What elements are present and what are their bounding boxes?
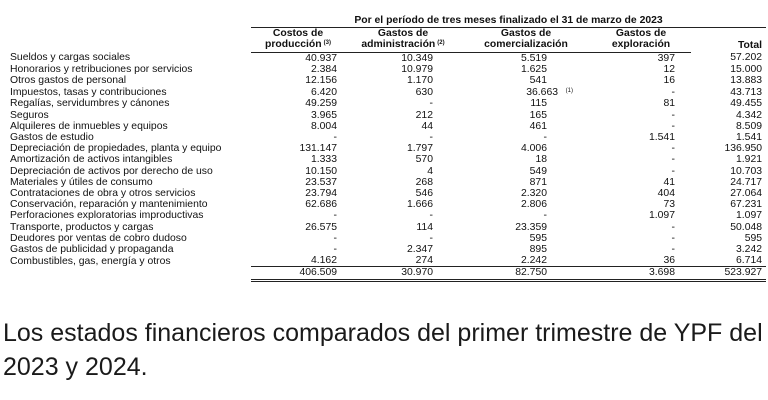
cell-value — [351, 166, 461, 177]
cell-value-text: 1.541 — [648, 132, 675, 144]
cell-value — [691, 210, 766, 221]
row-label: Honorarios y retribuciones por servicios — [10, 63, 193, 75]
expenses-table-container — [8, 15, 766, 282]
table-row — [8, 199, 766, 210]
table-row — [8, 210, 766, 221]
table-row — [8, 244, 766, 255]
cell-value-text: - — [543, 132, 547, 144]
cell-value-text: 1.921 — [736, 154, 763, 166]
table-row — [8, 177, 766, 188]
cell-value-text: 41 — [663, 176, 675, 188]
cell-value-text: 461 — [529, 120, 547, 132]
cell-value-text: - — [429, 132, 433, 144]
cell-value-text: 1.097 — [736, 210, 763, 222]
cell-value — [591, 121, 691, 132]
cell-value — [691, 75, 766, 86]
row-label: Transporte, productos y cargas — [10, 221, 154, 233]
cell-value-text: 24.717 — [730, 176, 763, 188]
cell-value-text: 10.703 — [730, 165, 763, 177]
cell-value-text: 4 — [427, 165, 433, 177]
cell-value — [251, 64, 351, 75]
cell-value — [251, 222, 351, 233]
cell-value-text: 5.519 — [520, 52, 547, 64]
cell-value-text: 12 — [663, 63, 675, 75]
cell-value-text: 3.965 — [310, 109, 337, 121]
cell-value — [251, 166, 351, 177]
cell-value-text: 6.420 — [310, 86, 337, 98]
total-value: 406.509 — [251, 267, 351, 280]
cell-value — [351, 199, 461, 210]
cell-value — [691, 255, 766, 267]
table-row — [8, 121, 766, 132]
cell-value — [691, 121, 766, 132]
cell-footnote: (1) — [565, 88, 573, 95]
cell-value-text: - — [429, 98, 433, 110]
cell-value — [691, 52, 766, 64]
cell-value-text: - — [429, 210, 433, 222]
cell-value-text: 570 — [415, 154, 433, 166]
cell-value — [351, 86, 461, 98]
cell-value — [461, 132, 591, 143]
cell-value-text: 57.202 — [730, 52, 763, 64]
row-label: Otros gastos de personal — [10, 75, 127, 87]
cell-value — [251, 154, 351, 165]
column-header-line2: administración — [361, 39, 436, 51]
cell-value-text: - — [671, 232, 675, 244]
cell-value-text: 73 — [663, 199, 675, 211]
cell-value — [591, 86, 691, 98]
cell-value — [461, 188, 591, 199]
cell-value-text: - — [333, 232, 337, 244]
cell-value — [461, 110, 591, 121]
column-header-line1: Gastos de — [500, 28, 552, 40]
cell-value-text: 4.006 — [520, 143, 547, 155]
cell-value-text: 23.794 — [305, 188, 337, 200]
cell-value-text: 131.147 — [299, 143, 337, 155]
cell-value-text: 1.170 — [406, 75, 433, 87]
table-row — [8, 188, 766, 199]
cell-value-text: - — [671, 143, 675, 155]
cell-value-text: 81 — [663, 98, 675, 110]
cell-value — [691, 154, 766, 165]
cell-value-text: 895 — [529, 244, 547, 256]
cell-value-text: - — [333, 132, 337, 144]
cell-value-text: 165 — [529, 109, 547, 121]
cell-value — [691, 177, 766, 188]
cell-value-text: - — [671, 120, 675, 132]
cell-value-text: 4.342 — [736, 109, 763, 121]
cell-value-text: 44 — [421, 120, 433, 132]
totals-row — [8, 267, 766, 280]
cell-value-text: 2.320 — [520, 188, 547, 200]
cell-value-text: 404 — [657, 188, 675, 200]
column-header-2 — [351, 28, 461, 52]
cell-value — [691, 143, 766, 154]
cell-value — [351, 177, 461, 188]
row-label: Gastos de estudio — [10, 132, 94, 144]
cell-value-text: - — [543, 210, 547, 222]
row-label: Conservación, reparación y mantenimiento — [10, 199, 208, 211]
cell-value-text: 2.384 — [310, 63, 337, 75]
cell-value — [691, 188, 766, 199]
cell-value-text: 2.806 — [520, 199, 547, 211]
cell-value-text: 115 — [530, 98, 547, 110]
cell-value-text: 13.883 — [730, 75, 763, 87]
cell-value — [591, 52, 691, 64]
cell-value — [691, 98, 766, 109]
row-label: Alquileres de inmuebles y equipos — [10, 120, 168, 132]
cell-value-text: 40.937 — [305, 52, 337, 64]
column-header-5 — [691, 28, 766, 52]
column-header-4 — [591, 28, 691, 52]
cell-value — [461, 86, 591, 98]
table-row — [8, 86, 766, 98]
cell-value — [691, 222, 766, 233]
cell-value — [251, 210, 351, 221]
cell-value — [591, 110, 691, 121]
cell-value-text: 4.162 — [310, 255, 337, 267]
cell-value — [691, 233, 766, 244]
cell-value — [251, 177, 351, 188]
cell-value-text: - — [671, 154, 675, 166]
cell-value — [251, 233, 351, 244]
cell-value — [591, 64, 691, 75]
column-header-line2: exploración — [611, 39, 671, 51]
cell-value — [691, 199, 766, 210]
cell-value — [251, 188, 351, 199]
cell-value-text: 62.686 — [305, 199, 337, 211]
cell-value — [591, 166, 691, 177]
cell-value — [591, 154, 691, 165]
cell-value — [591, 210, 691, 221]
row-label: Regalías, servidumbres y cánones — [10, 98, 170, 110]
cell-value — [591, 188, 691, 199]
cell-value-text: - — [671, 109, 675, 121]
column-header-line1: Gastos de — [377, 28, 429, 40]
table-body — [8, 52, 766, 280]
row-label: Sueldos y cargas sociales — [10, 52, 131, 64]
row-label: Deudores por ventas de cobro dudoso — [10, 232, 187, 244]
cell-value-text: 36 — [663, 255, 675, 267]
table-row — [8, 110, 766, 121]
cell-value — [351, 244, 461, 255]
column-header-line1: Costos de — [272, 28, 324, 40]
cell-value — [461, 52, 591, 64]
row-label: Combustibles, gas, energía y otros — [10, 255, 171, 267]
cell-value-text: 274 — [415, 255, 433, 267]
cell-value-text: 1.666 — [406, 199, 433, 211]
cell-value — [461, 98, 591, 109]
cell-value-text: 114 — [416, 221, 433, 233]
cell-value-text: 397 — [657, 52, 675, 64]
table-row — [8, 98, 766, 109]
cell-value — [591, 255, 691, 267]
cell-value-text: 212 — [415, 109, 433, 121]
cell-value — [691, 64, 766, 75]
cell-value-text: 595 — [744, 232, 763, 244]
total-value: 523.927 — [691, 267, 766, 280]
table-row — [8, 255, 766, 267]
cell-value-text: 10.150 — [305, 165, 337, 177]
column-header-1 — [251, 28, 351, 52]
cell-value — [351, 222, 461, 233]
cell-value-text: 541 — [529, 75, 547, 87]
row-label: Contrataciones de obra y otros servicios — [10, 188, 196, 200]
cell-value-text: 136.950 — [724, 143, 763, 155]
total-value: 3.698 — [591, 267, 691, 280]
column-header-footnote: (2) — [437, 40, 445, 47]
cell-value-text: 18 — [535, 154, 547, 166]
cell-value — [461, 154, 591, 165]
cell-value-text: 268 — [415, 176, 433, 188]
cell-value — [591, 199, 691, 210]
cell-value — [591, 177, 691, 188]
cell-value-text: 67.231 — [730, 199, 763, 211]
period-header: Por el período de tres meses finalizado el 31 de marzo de 2023 — [251, 15, 766, 28]
cell-value-text: - — [333, 244, 337, 256]
cell-value — [351, 132, 461, 143]
table-row — [8, 64, 766, 75]
cell-value — [251, 52, 351, 64]
cell-value — [351, 188, 461, 199]
cell-value-text: 27.064 — [730, 188, 763, 200]
cell-value-text: - — [671, 165, 675, 177]
cell-value-text: 49.259 — [305, 98, 337, 110]
cell-value-text: 6.714 — [736, 255, 763, 267]
cell-value — [251, 86, 351, 98]
table-row — [8, 52, 766, 64]
cell-value-text: 630 — [415, 86, 433, 98]
cell-value — [461, 143, 591, 154]
total-value: 82.750 — [461, 267, 591, 280]
cell-value — [591, 132, 691, 143]
cell-value — [461, 244, 591, 255]
cell-value — [351, 98, 461, 109]
cell-value — [351, 233, 461, 244]
cell-value — [461, 210, 591, 221]
column-header-line2: Total — [737, 39, 763, 51]
cell-value — [461, 75, 591, 86]
cell-value — [351, 121, 461, 132]
cell-value — [351, 110, 461, 121]
row-label: Perforaciones exploratorias improductivas — [10, 210, 204, 222]
cell-value-text: 1.541 — [736, 132, 763, 144]
cell-value-text: 871 — [529, 176, 547, 188]
table-row — [8, 132, 766, 143]
cell-value — [351, 52, 461, 64]
cell-value — [251, 132, 351, 143]
cell-value — [591, 75, 691, 86]
cell-value — [461, 233, 591, 244]
cell-value-text: 10.349 — [401, 52, 433, 64]
cell-value-text: 8.004 — [310, 120, 337, 132]
row-label: Seguros — [10, 109, 49, 121]
row-label: Depreciación de activos por derecho de uso — [10, 165, 213, 177]
cell-value-text: - — [671, 86, 675, 98]
cell-value — [251, 75, 351, 86]
cell-value-text: 2.347 — [406, 244, 433, 256]
cell-value — [351, 210, 461, 221]
expenses-table — [8, 15, 766, 282]
cell-value — [691, 86, 766, 98]
cell-value — [591, 143, 691, 154]
cell-value — [461, 177, 591, 188]
image-caption: Los estados financieros comparados del primer trimestre de YPF del 2023 y 2024. — [3, 319, 763, 381]
cell-value — [461, 64, 591, 75]
cell-value — [461, 166, 591, 177]
cell-value — [591, 98, 691, 109]
cell-value-text: 23.359 — [515, 221, 547, 233]
cell-value — [251, 98, 351, 109]
cell-value — [591, 233, 691, 244]
cell-value-text: - — [671, 244, 675, 256]
table-row — [8, 154, 766, 165]
cell-value — [351, 75, 461, 86]
row-label: Depreciación de propiedades, planta y equipo — [10, 143, 222, 155]
cell-value-text: 1.333 — [310, 154, 337, 166]
cell-value — [591, 222, 691, 233]
column-header-3 — [461, 28, 591, 52]
column-header-line2: producción — [265, 39, 322, 51]
cell-value-text: 10.979 — [401, 63, 433, 75]
cell-value-text: - — [429, 232, 433, 244]
table-row — [8, 166, 766, 177]
cell-value-text: 23.537 — [305, 176, 337, 188]
row-label: Gastos de publicidad y propaganda — [10, 244, 174, 256]
column-header-line1 — [691, 29, 762, 40]
cell-value-text: 595 — [529, 232, 547, 244]
column-header-line1: Gastos de — [615, 28, 667, 40]
row-label: Materiales y útiles de consumo — [10, 176, 153, 188]
cell-value — [351, 255, 461, 267]
cell-value-text: 50.048 — [730, 221, 763, 233]
cell-value — [351, 64, 461, 75]
cell-value-text: 36.663 — [526, 87, 558, 99]
cell-value — [591, 244, 691, 255]
period-header-row — [8, 15, 766, 28]
table-row — [8, 222, 766, 233]
cell-value — [691, 166, 766, 177]
table-row — [8, 143, 766, 154]
cell-value-text: 43.713 — [730, 86, 763, 98]
cell-value-text: 1.097 — [648, 210, 675, 222]
cell-value-text: - — [671, 221, 675, 233]
cell-value — [461, 255, 591, 267]
cell-value-text: 549 — [529, 165, 547, 177]
cell-value-text: 16 — [663, 75, 675, 87]
cell-value-text: 15.000 — [730, 63, 763, 75]
cell-value-text: 12.156 — [305, 75, 337, 87]
cell-value-text: 49.455 — [730, 98, 763, 110]
column-header-footnote: (3) — [323, 40, 331, 47]
cell-value — [251, 255, 351, 267]
cell-value — [351, 154, 461, 165]
cell-value — [461, 121, 591, 132]
cell-value — [251, 143, 351, 154]
cell-value-text: - — [333, 210, 337, 222]
table-row — [8, 233, 766, 244]
cell-value-text: 3.242 — [736, 244, 763, 256]
row-label: Amortización de activos intangibles — [10, 154, 173, 166]
cell-value — [691, 110, 766, 121]
cell-value-text: 1.797 — [406, 143, 433, 155]
cell-value-text: 546 — [415, 188, 433, 200]
column-header-line2: comercialización — [484, 39, 568, 51]
cell-value — [461, 222, 591, 233]
cell-value — [251, 121, 351, 132]
cell-value — [461, 199, 591, 210]
cell-value — [691, 132, 766, 143]
total-value: 30.970 — [351, 267, 461, 280]
cell-value-text: 2.242 — [520, 255, 547, 267]
cell-value-text: 1.625 — [520, 63, 547, 75]
cell-value — [351, 143, 461, 154]
cell-value-text: 26.575 — [305, 221, 337, 233]
cell-value-text: 8.509 — [736, 120, 763, 132]
cell-value — [251, 199, 351, 210]
column-header-row — [8, 28, 766, 52]
table-row — [8, 75, 766, 86]
cell-value — [691, 244, 766, 255]
row-label: Impuestos, tasas y contribuciones — [10, 86, 167, 98]
cell-value — [251, 244, 351, 255]
cell-value — [251, 110, 351, 121]
